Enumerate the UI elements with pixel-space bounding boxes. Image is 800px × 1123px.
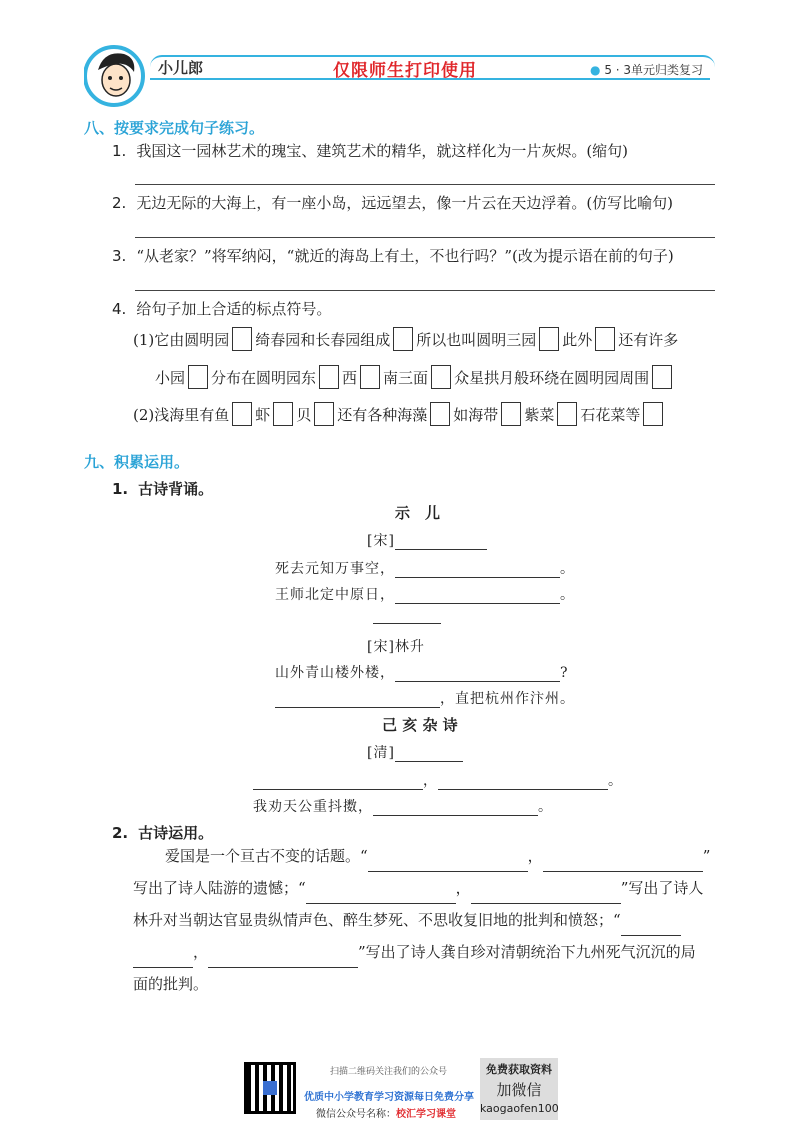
punct-box[interactable] [595, 327, 615, 351]
unit-label: ● 5 · 3单元归类复习 [590, 63, 704, 77]
qr-code-icon[interactable] [244, 1062, 296, 1114]
page-footer [0, 1050, 800, 1123]
answer-blank[interactable] [208, 952, 358, 968]
question-8-4: 4. 给句子加上合适的标点符号。 [112, 300, 332, 318]
answer-line[interactable] [135, 184, 715, 185]
question-9-1: 1. 古诗背诵。 [112, 480, 214, 498]
poem-3-line-2: 我劝天公重抖擞， 。 [253, 799, 553, 815]
poem-1-title: 示 儿 [395, 504, 441, 522]
question-9-2: 2. 古诗运用。 [112, 824, 214, 842]
page-header [0, 0, 800, 110]
answer-line[interactable] [135, 237, 715, 238]
poem-blank[interactable] [395, 588, 560, 604]
poem-blank[interactable] [275, 692, 440, 708]
punct-box[interactable] [273, 402, 293, 426]
answer-blank[interactable] [543, 856, 703, 872]
punct-box[interactable] [557, 402, 577, 426]
punctuation-line-1: (1)它由圆明园 绮春园和长春园组成 所以也叫圆明三园 此外 还有许多 [133, 327, 678, 351]
footer-scan-text: 扫描二维码关注我们的公众号 [330, 1067, 448, 1077]
poem-blank[interactable] [373, 800, 538, 816]
poem-blank[interactable] [438, 774, 608, 790]
punct-box[interactable] [314, 402, 334, 426]
punctuation-line-2: 小园 分布在圆明园东 西 南三面 众星拱月般环绕在圆明园周围 [155, 365, 675, 389]
punct-box[interactable] [232, 402, 252, 426]
boy-mascot-icon [84, 44, 148, 108]
poem-1-author: [宋] [367, 530, 487, 550]
punct-box[interactable] [188, 365, 208, 389]
answer-blank[interactable] [621, 920, 681, 936]
punct-box[interactable] [431, 365, 451, 389]
answer-blank[interactable] [368, 856, 528, 872]
answer-blank[interactable] [471, 888, 621, 904]
poem-2-line-1: 山外青山楼外楼， ? [275, 665, 569, 681]
footer-share-text: 优质中小学教育学习资源每日免费分享 [304, 1092, 474, 1103]
footer-wechat: 微信公众号名称：校汇学习课堂 [316, 1109, 456, 1120]
answer-blank[interactable] [133, 952, 193, 968]
punct-box[interactable] [539, 327, 559, 351]
poem-application-paragraph: 爱国是一个亘古不变的话题。“ ， ” 写出了诗人陆游的遗憾；“ ， ”写出了诗人 林升对当朝达官显贵纵情声色、醉生梦死、不思收复旧地的批判和愤怒；“ ， ”写出了诗人龚自珍对清朝统治下九州死气沉沉的局 面的批判。 [133, 847, 711, 993]
answer-blank[interactable] [306, 888, 456, 904]
poem-1-line-1: 死去元知万事空， 。 [275, 561, 575, 577]
question-8-1: 1. 我国这一园林艺术的瑰宝、建筑艺术的精华，就这样化为一片灰烬。(缩句) [112, 142, 629, 160]
poem-1-line-2: 王师北定中原日， 。 [275, 587, 575, 603]
poem-2-author: [宋]林升 [367, 639, 425, 655]
punct-box[interactable] [652, 365, 672, 389]
poem-blank[interactable] [253, 774, 423, 790]
print-banner: 仅限师生打印使用 [333, 61, 477, 81]
punct-box[interactable] [360, 365, 380, 389]
punctuation-line-3: (2)浅海里有鱼 虾 贝 还有各种海藻 如海带 紫菜 石花菜等 [133, 402, 666, 426]
wechat-badge: 免费获取资料 加微信 kaogaofen100 [480, 1058, 558, 1120]
answer-line[interactable] [135, 290, 715, 291]
punct-box[interactable] [393, 327, 413, 351]
poem-3-author: [清] [367, 742, 463, 762]
section-8-title: 八、按要求完成句子练习。 [84, 119, 265, 137]
poem-2-title-blank[interactable] [373, 608, 441, 624]
punct-box[interactable] [232, 327, 252, 351]
brand-name: 小儿郎 [158, 59, 204, 77]
author-blank[interactable] [395, 746, 463, 762]
punct-box[interactable] [501, 402, 521, 426]
punct-box[interactable] [430, 402, 450, 426]
question-8-3: 3. “从老家？”将军纳闷，“就近的海岛上有土，不也行吗？”(改为提示语在前的句子) [112, 247, 674, 265]
punct-box[interactable] [643, 402, 663, 426]
poem-3-title: 己 亥 杂 诗 [382, 716, 458, 734]
poem-2-line-2: ，直把杭州作汴州。 [275, 688, 575, 708]
punct-box[interactable] [319, 365, 339, 389]
poem-blank[interactable] [395, 562, 560, 578]
question-8-2: 2. 无边无际的大海上，有一座小岛，远远望去，像一片云在天边浮着。(仿写比喻句) [112, 194, 674, 212]
poem-3-line-1: ， 。 [253, 770, 623, 790]
author-blank[interactable] [395, 534, 487, 550]
poem-blank[interactable] [395, 666, 560, 682]
section-9-title: 九、积累运用。 [84, 453, 190, 471]
